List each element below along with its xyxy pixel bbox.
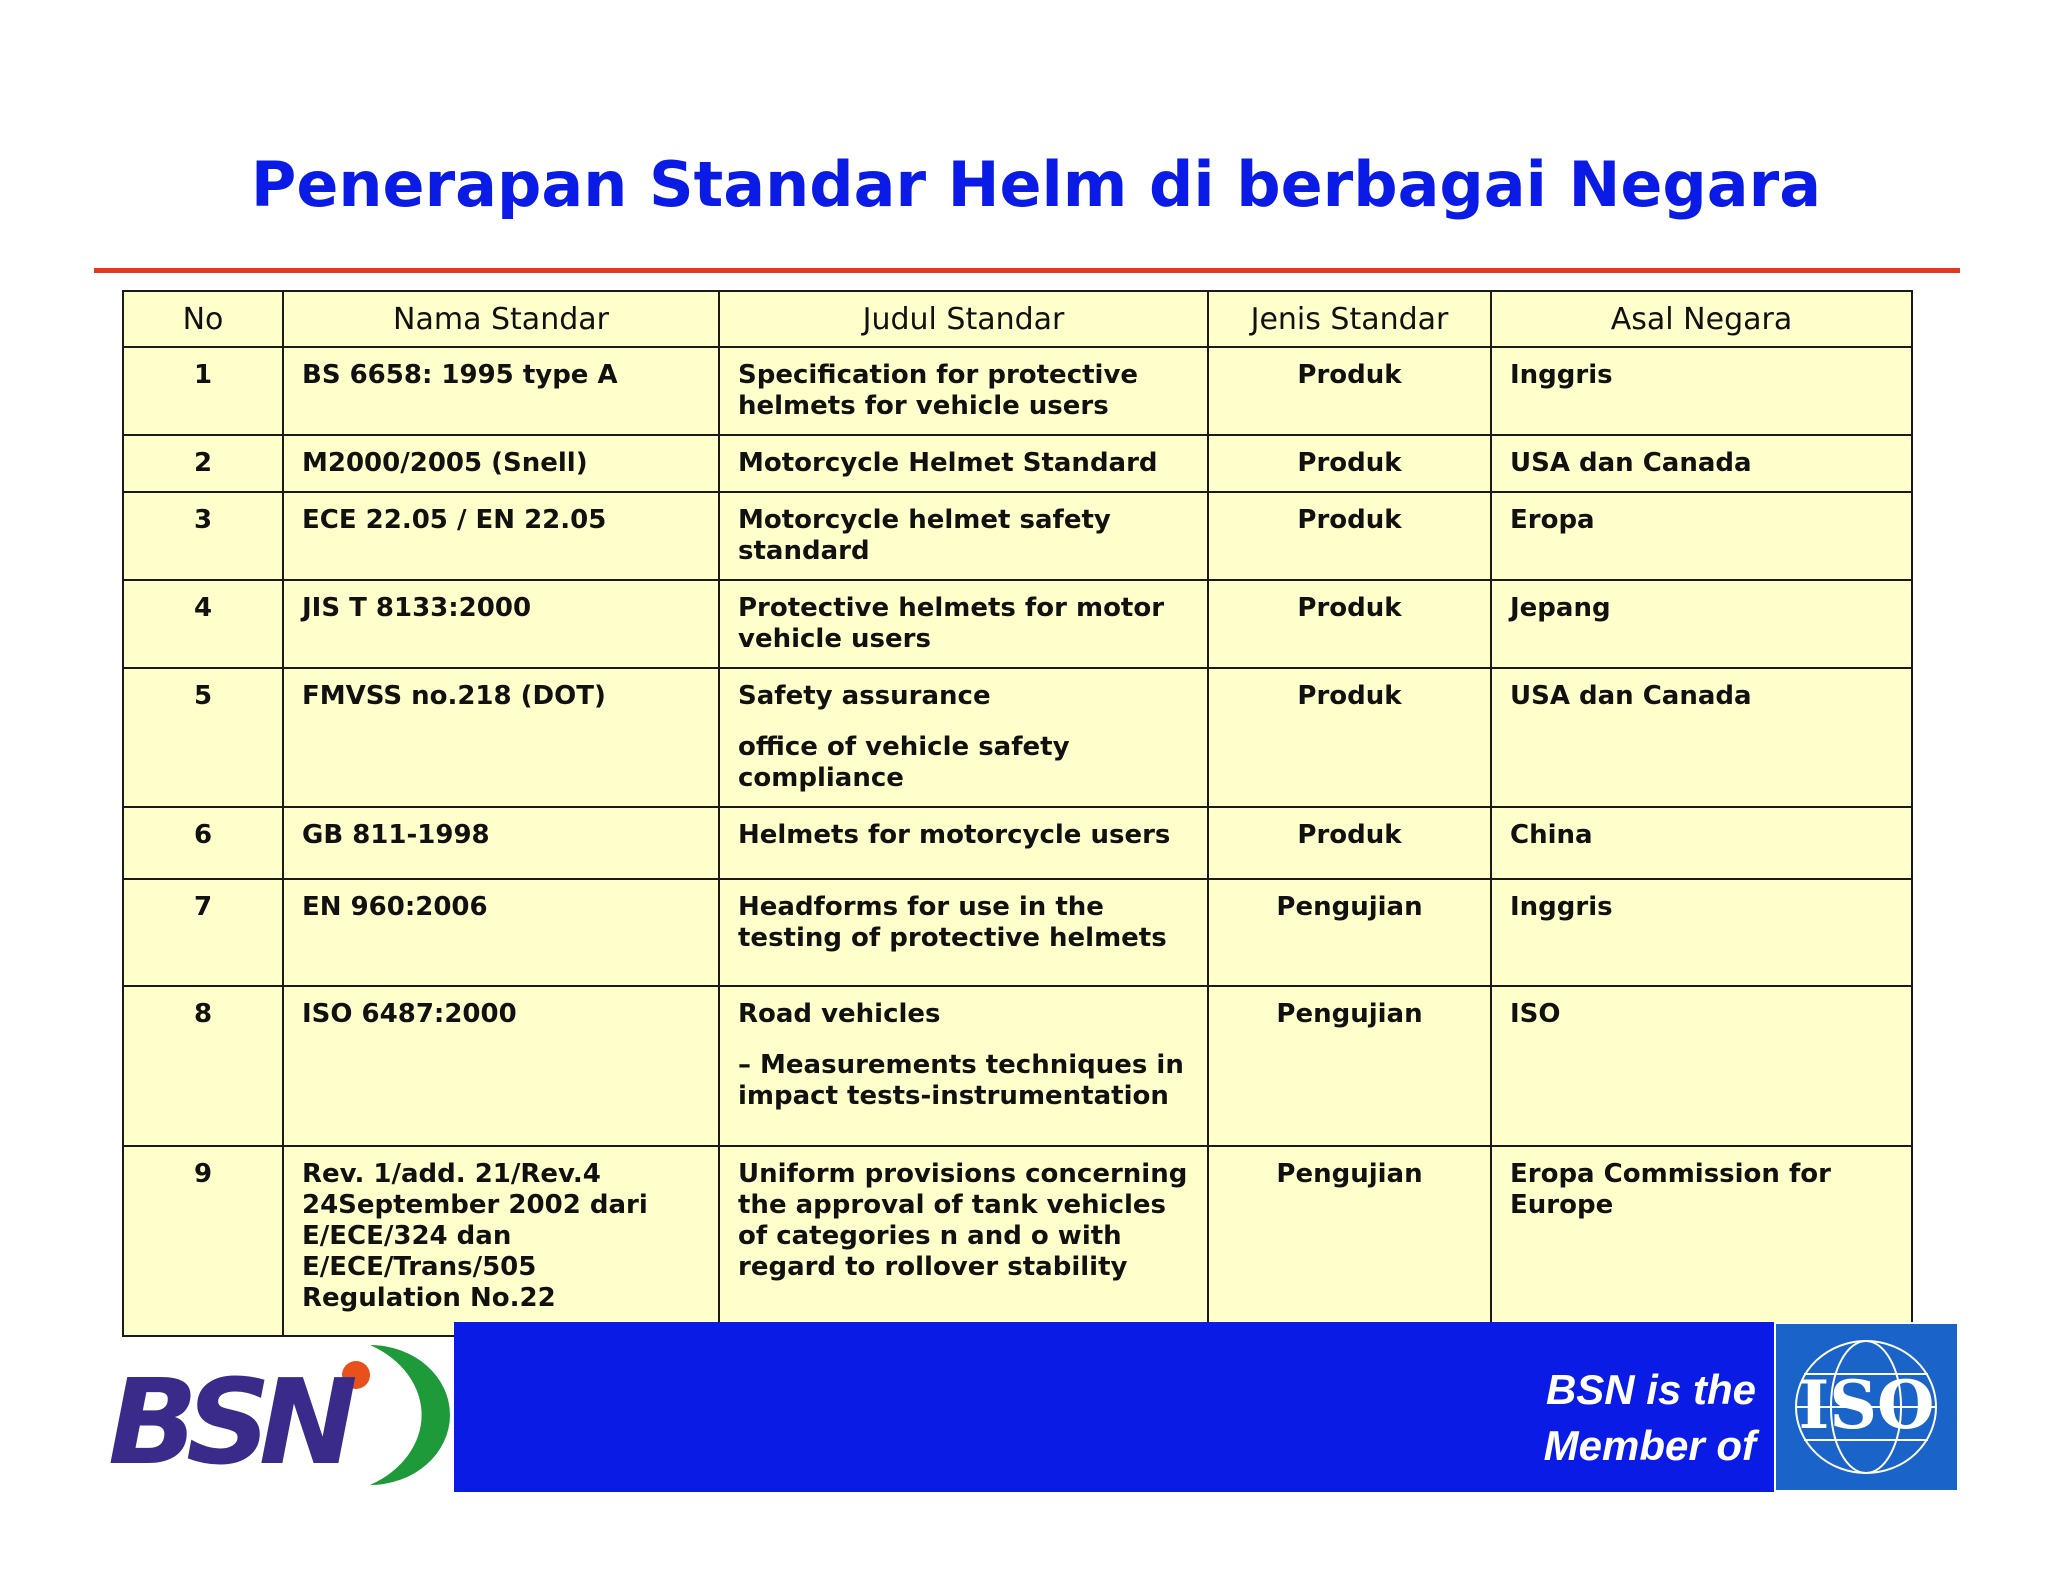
cell-jenis-standar: Pengujian	[1208, 986, 1491, 1146]
cell-judul-standar	[719, 1146, 1208, 1336]
cell-no: 9	[123, 1146, 283, 1336]
cell-judul-standar	[719, 347, 1208, 435]
bsn-logo	[108, 1325, 458, 1495]
table-row	[123, 879, 1912, 986]
table-row	[123, 807, 1912, 879]
cell-nama-standar: ISO 6487:2000	[283, 986, 719, 1146]
judul-subtext: – Measurements techniques in impact tests-instrumentation	[738, 1050, 1184, 1111]
cell-no: 2	[123, 435, 283, 492]
cell-judul-standar	[719, 668, 1208, 807]
cell-judul-standar	[719, 435, 1208, 492]
header-judul-standar: Judul Standar	[719, 291, 1208, 347]
cell-asal-negara: Eropa	[1491, 492, 1912, 580]
cell-no: 6	[123, 807, 283, 879]
table-row	[123, 668, 1912, 807]
cell-no: 7	[123, 879, 283, 986]
cell-asal-negara: USA dan Canada	[1491, 668, 1912, 807]
cell-jenis-standar: Produk	[1208, 580, 1491, 668]
member-caption	[1544, 1362, 1756, 1474]
cell-nama-standar: M2000/2005 (Snell)	[283, 435, 719, 492]
cell-jenis-standar: Produk	[1208, 435, 1491, 492]
iso-logo	[1774, 1322, 1959, 1492]
cell-nama-standar: BS 6658: 1995 type A	[283, 347, 719, 435]
page-title: Penerapan Standar Helm di berbagai Negara	[250, 148, 1822, 221]
header-jenis-standar: Jenis Standar	[1208, 291, 1491, 347]
table-row	[123, 986, 1912, 1146]
standards-table	[122, 290, 1913, 1337]
footer-banner	[454, 1322, 1776, 1492]
cell-asal-negara: Inggris	[1491, 879, 1912, 986]
cell-judul-standar	[719, 807, 1208, 879]
cell-judul-standar	[719, 986, 1208, 1146]
judul-text: Uniform provisions concerning the approval of tank vehicles of categories n and o with regard to rollover stability	[738, 1159, 1188, 1282]
cell-no: 3	[123, 492, 283, 580]
cell-judul-standar	[719, 492, 1208, 580]
cell-jenis-standar: Produk	[1208, 807, 1491, 879]
member-line-2: Member of	[1543, 1422, 1756, 1469]
cell-asal-negara: USA dan Canada	[1491, 435, 1912, 492]
bsn-logo-text: BSN	[108, 1353, 346, 1491]
judul-text: Specification for protective helmets for vehicle users	[738, 360, 1139, 421]
cell-no: 5	[123, 668, 283, 807]
cell-jenis-standar: Produk	[1208, 347, 1491, 435]
cell-nama-standar: ECE 22.05 / EN 22.05	[283, 492, 719, 580]
judul-text: Protective helmets for motor vehicle users	[738, 593, 1165, 654]
judul-text: Motorcycle Helmet Standard	[738, 448, 1158, 478]
table-row	[123, 1146, 1912, 1336]
cell-asal-negara: Eropa Commission for Europe	[1491, 1146, 1912, 1336]
header-asal-negara: Asal Negara	[1491, 291, 1912, 347]
judul-text: Motorcycle helmet safety standard	[738, 505, 1111, 566]
judul-text: Headforms for use in the testing of protective helmets	[738, 892, 1167, 953]
judul-text: Safety assurance	[738, 681, 991, 711]
member-line-1: BSN is the	[1545, 1366, 1756, 1413]
cell-jenis-standar: Pengujian	[1208, 1146, 1491, 1336]
cell-nama-standar: GB 811-1998	[283, 807, 719, 879]
cell-no: 8	[123, 986, 283, 1146]
table-row	[123, 580, 1912, 668]
judul-text: Helmets for motorcycle users	[738, 820, 1171, 850]
cell-asal-negara: ISO	[1491, 986, 1912, 1146]
table-row	[123, 435, 1912, 492]
cell-jenis-standar: Produk	[1208, 668, 1491, 807]
cell-nama-standar: FMVSS no.218 (DOT)	[283, 668, 719, 807]
cell-jenis-standar: Pengujian	[1208, 879, 1491, 986]
cell-nama-standar: JIS T 8133:2000	[283, 580, 719, 668]
cell-jenis-standar: Produk	[1208, 492, 1491, 580]
cell-nama-standar: Rev. 1/add. 21/Rev.4 24September 2002 dari E/ECE/324 dan E/ECE/Trans/505 Regulation No.22	[283, 1146, 719, 1336]
cell-no: 4	[123, 580, 283, 668]
cell-asal-negara: China	[1491, 807, 1912, 879]
header-no: No	[123, 291, 283, 347]
cell-asal-negara: Inggris	[1491, 347, 1912, 435]
table-header-row	[123, 291, 1912, 347]
cell-judul-standar	[719, 879, 1208, 986]
cell-nama-standar: EN 960:2006	[283, 879, 719, 986]
judul-subtext: office of vehicle safety compliance	[738, 732, 1070, 793]
cell-judul-standar	[719, 580, 1208, 668]
judul-text: Road vehicles	[738, 999, 941, 1029]
iso-logo-text: ISO	[1798, 1366, 1935, 1444]
table-row	[123, 347, 1912, 435]
cell-no: 1	[123, 347, 283, 435]
cell-asal-negara: Jepang	[1491, 580, 1912, 668]
header-nama-standar: Nama Standar	[283, 291, 719, 347]
title-divider	[94, 268, 1960, 273]
table-row	[123, 492, 1912, 580]
